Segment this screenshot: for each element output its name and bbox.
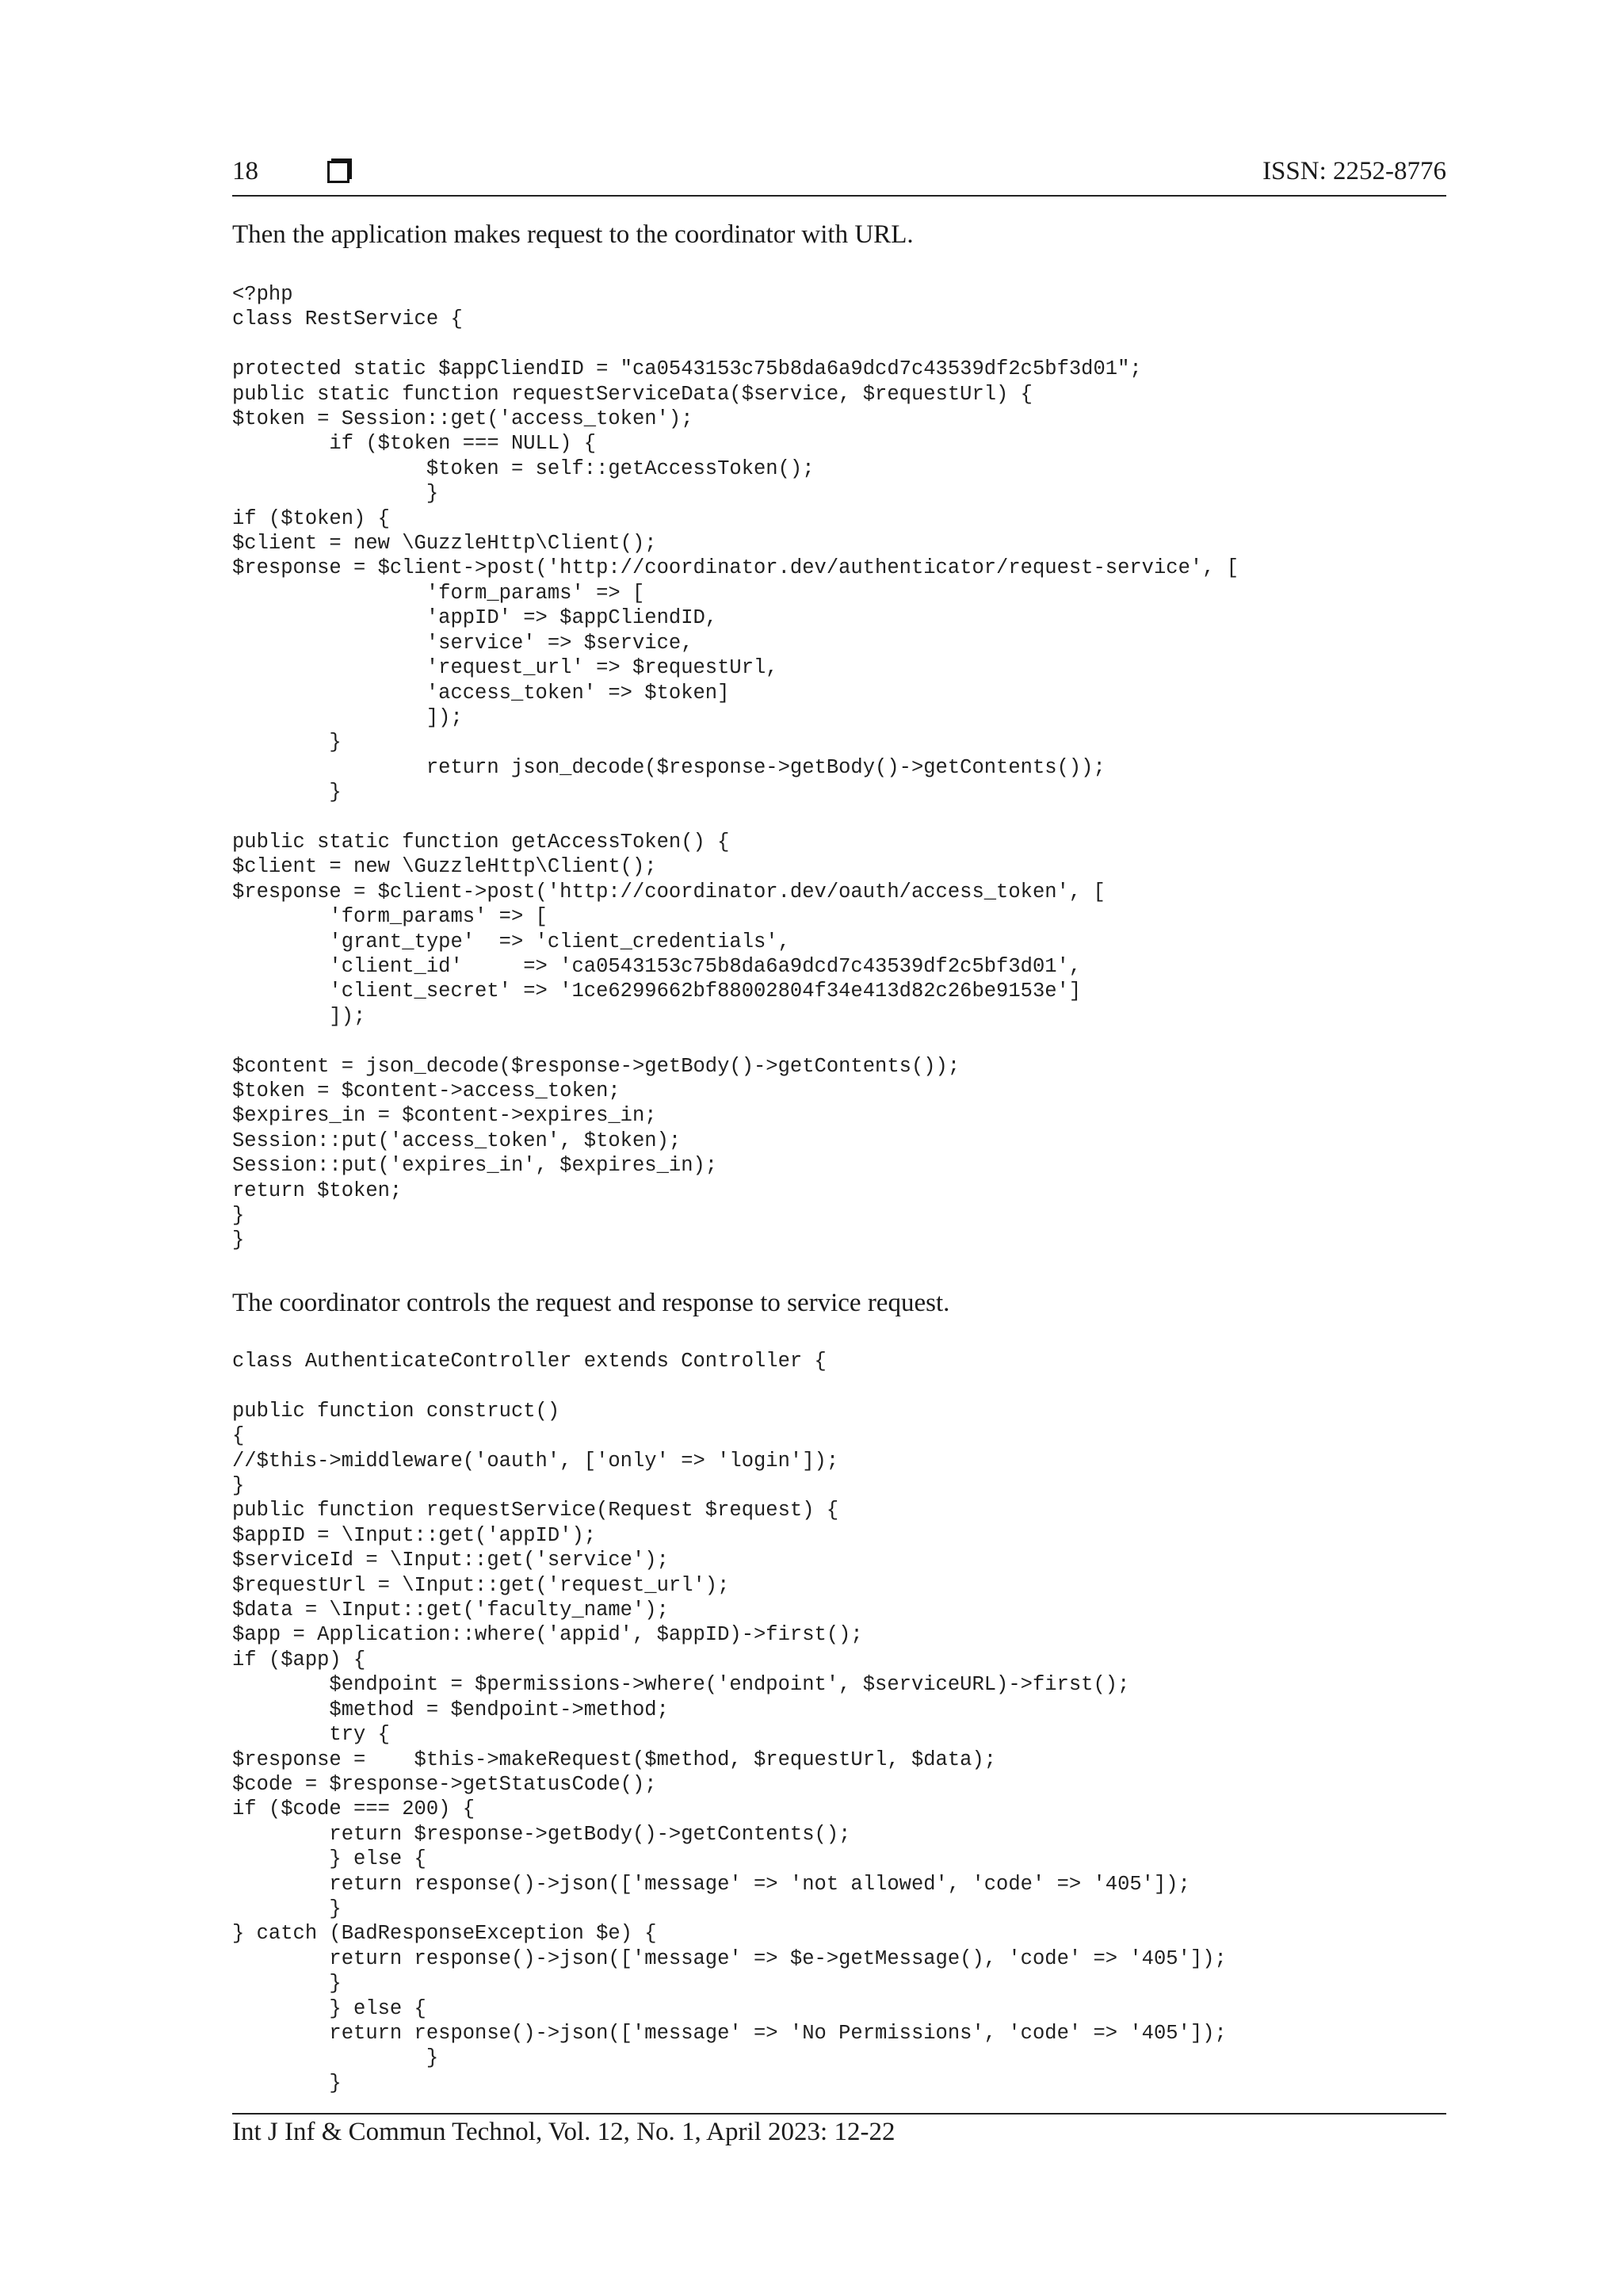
intro-paragraph: Then the application makes request to the coordinator with URL. [232, 220, 914, 249]
page-header [232, 154, 1446, 197]
page-footer [232, 2113, 1446, 2147]
journal-citation: Int J Inf & Commun Technol, Vol. 12, No. 1, April 2023: 12-22 [232, 2118, 896, 2146]
page-number: 18 [232, 157, 258, 185]
coordinator-paragraph: The coordinator controls the request and response to service request. [232, 1289, 950, 1317]
code-block-rest-service: <?php class RestService { protected static $appCliendID = "ca0543153c75b8da6a9dcd7c43539df2c5bf3d01"; public static function requestServiceData($service, $requestUrl) { $token = Session::get('access_token'); if ($token === NULL) { $token = self::getAccessToken(); } if ($token) { $client = new \GuzzleHttp\Client(); $response = $client->post('http://coordinator.dev/authenticator/request-service', [ 'form_params' => [ 'appID' => $appCliendID, 'service' => $service, 'request_url' => $requestUrl, 'access_token' => $token] ]); } return json_decode($response->getBody()->getContents()); } public static function getAccessToken() { $client = new \GuzzleHttp\Client(); $response = $client->post('http://coordinator.dev/oauth/access_token', [ 'form_params' => [ 'grant_type' => 'client_credentials', 'client_id' => 'ca0543153c75b8da6a9dcd7c43539df2c5bf3d01', 'client_secret' => '1ce6299662bf88002804f34e413d82c26be9153e'] ]); $content = json_decode($response->getBody()->getContents()); $token = $content->access_token; $expires_in = $content->expires_in; Session::put('access_token', $token); Session::put('expires_in', $expires_in); return $token; } } [232, 283, 1239, 1252]
checkbox-square-icon [327, 161, 349, 183]
code-block-authenticate-controller: class AuthenticateController extends Controller { public function construct() { //$this->middleware('oauth', ['only' => 'login']); } public function requestService(Request $request) { $appID = \Input::get('appID'); $serviceId = \Input::get('service'); $requestUrl = \Input::get('request_url'); $data = \Input::get('faculty_name'); $app = Application::where('appid', $appID)->first(); if ($app) { $endpoint = $permissions->where('endpoint', $serviceURL)->first(); $method = $endpoint->method; try { $response = $this->makeRequest($method, $requestUrl, $data); $code = $response->getStatusCode(); if ($code === 200) { return $response->getBody()->getContents(); } else { return response()->json(['message' => 'not allowed', 'code' => '405']); } } catch (BadResponseException $e) { return response()->json(['message' => $e->getMessage(), 'code' => '405']); } } else { return response()->json(['message' => 'No Permissions', 'code' => '405']); } } [232, 1350, 1227, 2095]
journal-issn: ISSN: 2252-8776 [1262, 157, 1446, 185]
